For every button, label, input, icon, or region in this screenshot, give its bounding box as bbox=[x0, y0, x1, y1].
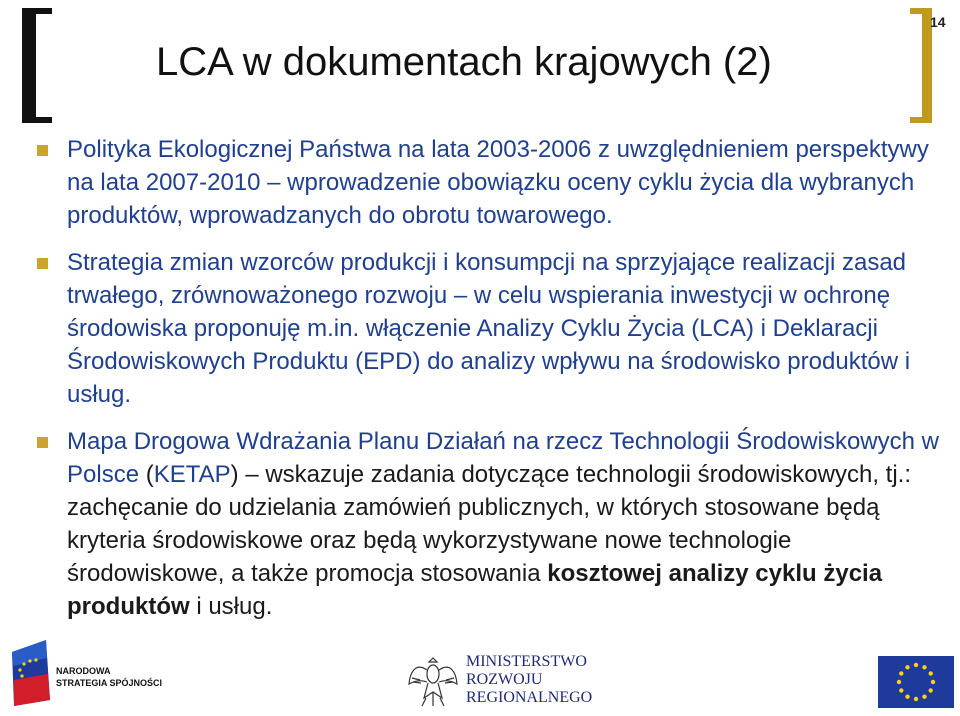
eu-star-icon bbox=[899, 671, 903, 675]
ns-logo-line2: STRATEGIA SPÓJNOŚCI bbox=[56, 678, 163, 688]
bullet-item-2 bbox=[0, 246, 960, 411]
eu-star-icon bbox=[914, 663, 918, 667]
slide-number: 14 bbox=[930, 14, 946, 30]
bullet-emphasis: kosztowej analizy cyklu życia produktów bbox=[67, 560, 883, 620]
bullet-text-part: i usług. bbox=[189, 593, 273, 620]
eu-star-icon bbox=[929, 671, 933, 675]
bullet-item-3 bbox=[0, 425, 960, 623]
ministry-line1: MINISTERSTWO bbox=[466, 653, 587, 670]
narodowa-strategia-spojnosci-logo bbox=[0, 630, 163, 711]
bullet-list bbox=[0, 133, 960, 637]
bullet-marker bbox=[37, 258, 48, 269]
bullet-marker bbox=[37, 437, 48, 448]
eu-star-icon bbox=[905, 665, 909, 669]
ketap-acronym: KETAP bbox=[153, 461, 231, 488]
eu-star-icon bbox=[914, 697, 918, 701]
eu-star-icon bbox=[922, 665, 926, 669]
eu-star-icon bbox=[931, 680, 935, 684]
bullet-text-part: Mapa Drogowa Wdrażania Planu Działań na rzecz Technologii Środowiskowych w Polsce bbox=[67, 428, 939, 488]
ministry-line3: REGIONALNEGO bbox=[466, 689, 593, 706]
ns-logo-line1: NARODOWA bbox=[56, 666, 111, 676]
bullet-text: Strategia zmian wzorców produkcji i konsumpcji na sprzyjające realizacji zasad trwałego, zrównoważonego rozwoju – w celu wspierania inwestycji w ochronę środowiska proponuję m.in. włączenie Analizy Cyklu Życia (LCA) i Deklaracji Środowiskowych Produktu (EPD) do analizy wpływu na środowisko produktów i usług. bbox=[67, 249, 911, 408]
bullet-text-part: ) bbox=[230, 461, 246, 488]
bullet-marker bbox=[37, 145, 48, 156]
footer bbox=[0, 630, 960, 711]
eu-star-icon bbox=[905, 695, 909, 699]
right-bracket-decoration bbox=[910, 8, 932, 123]
bullet-text-part: – wskazuje zadania dotyczące technologii środowiskowych, tj.: zachęcanie do udzielania zamówień publicznych, w których stosowane będą kryteria środowiskowe oraz będą wykorzystywane nowe technologie środowiskowe, a także promocja stosowania bbox=[67, 461, 911, 587]
eu-flag-icon bbox=[878, 656, 954, 708]
eu-star-icon bbox=[922, 695, 926, 699]
left-bracket-decoration bbox=[22, 8, 52, 123]
bullet-item-1 bbox=[0, 133, 960, 232]
eu-star-icon bbox=[899, 688, 903, 692]
eu-star-icon bbox=[897, 680, 901, 684]
slide-title: LCA w dokumentach krajowych (2) bbox=[156, 40, 772, 84]
eu-star-icon bbox=[929, 688, 933, 692]
polish-eagle-emblem-icon bbox=[406, 652, 460, 710]
bullet-text-part: ( bbox=[139, 461, 154, 488]
bullet-text: Polityka Ekologicznej Państwa na lata 2003-2006 z uwzględnieniem perspektywy na lata 2007-2010 – wprowadzenie obowiązku oceny cyklu życia dla wybranych produktów, wprowadzanych do obrotu towarowego. bbox=[67, 136, 929, 229]
ministry-line2: ROZWOJU bbox=[466, 671, 543, 688]
